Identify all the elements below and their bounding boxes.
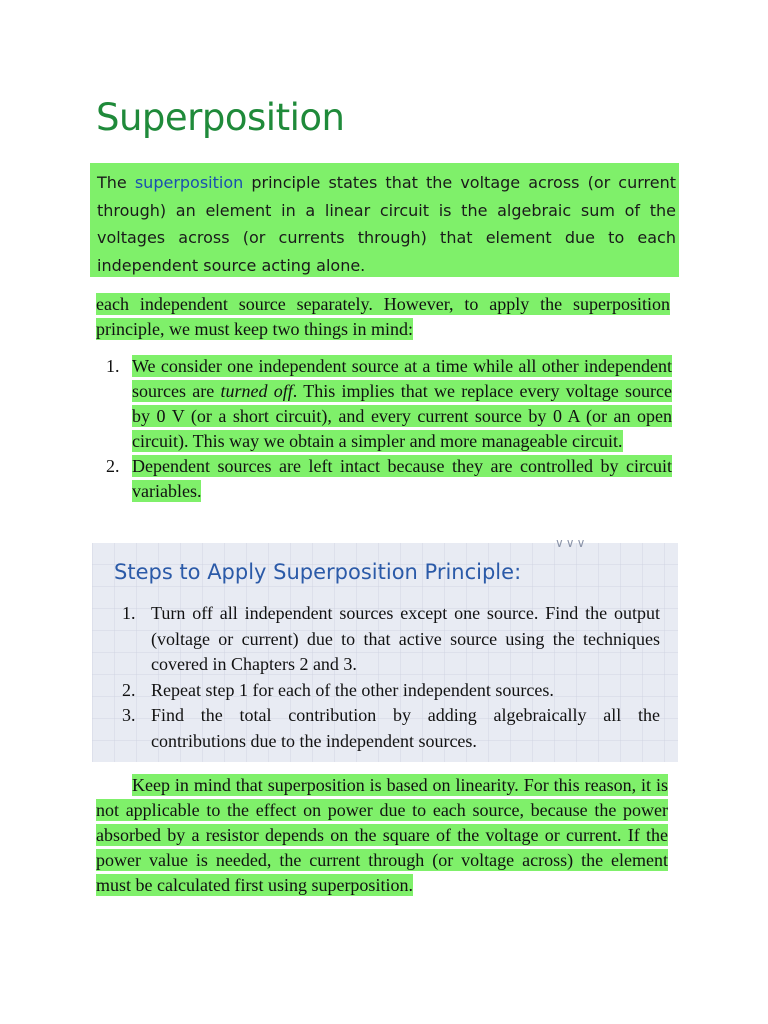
- list-item-text: Dependent sources are left intact because they are controlled by circuit variables.: [132, 456, 672, 501]
- list-number: 1.: [122, 603, 136, 623]
- linearity-paragraph-text: Keep in mind that superposition is based on linearity. For this reason, it is not applicable to the effect on power due to each source, because the power absorbed by a resistor depends on the square of the voltage or current. If the power value is needed, the current through (or voltage across) the element must be calculated first using superposition.: [96, 775, 668, 895]
- intro-paragraph-text: each independent source separately. However, to apply the superposition principle, we must keep two things in mind:: [96, 294, 670, 339]
- steps-box-decoration: ∨∨∨: [555, 536, 588, 550]
- definition-post: principle states that the voltage across (or current through) an element in a linear circuit is the algebraic sum of the voltages across (or currents through) that element due to each independent source acting alone.: [97, 173, 676, 275]
- list-item-text: Repeat step 1 for each of the other independent sources.: [151, 679, 554, 700]
- conditions-list: [96, 354, 672, 504]
- steps-list: [116, 601, 660, 754]
- definition-keyword: superposition: [134, 173, 244, 192]
- list-item-text: Turn off all independent sources except one source. Find the output (voltage or current) due to that active source using the techniques covered in Chapters 2 and 3.: [151, 603, 660, 674]
- list-number: 3.: [122, 705, 136, 725]
- condition-1-post: . This implies that we replace every voltage source by 0 V (or a short circuit), and every current source by 0 A (or an open circuit). This way we obtain a simpler and more manageable circuit.: [132, 381, 672, 451]
- list-item: [116, 678, 660, 704]
- list-number: 2.: [106, 456, 120, 476]
- list-number: 2.: [122, 679, 136, 700]
- list-number: 1.: [106, 356, 120, 376]
- definition-text: [97, 169, 676, 279]
- condition-1-pre: We consider one independent source at a time while all other independent sources are: [132, 356, 672, 401]
- list-item: [96, 354, 672, 454]
- page-title: Superposition: [96, 96, 345, 139]
- linearity-paragraph: [96, 773, 668, 898]
- list-item-text: Find the total contribution by adding algebraically all the contributions due to the independent sources.: [151, 705, 660, 751]
- list-item: [116, 601, 660, 678]
- list-item: [96, 454, 672, 504]
- list-item-text: [132, 355, 672, 452]
- intro-paragraph: [96, 292, 670, 342]
- condition-1-emphasis: turned off: [220, 381, 293, 401]
- definition-pre: The: [97, 173, 135, 192]
- list-item: [116, 703, 660, 754]
- steps-title: Steps to Apply Superposition Principle:: [114, 560, 522, 584]
